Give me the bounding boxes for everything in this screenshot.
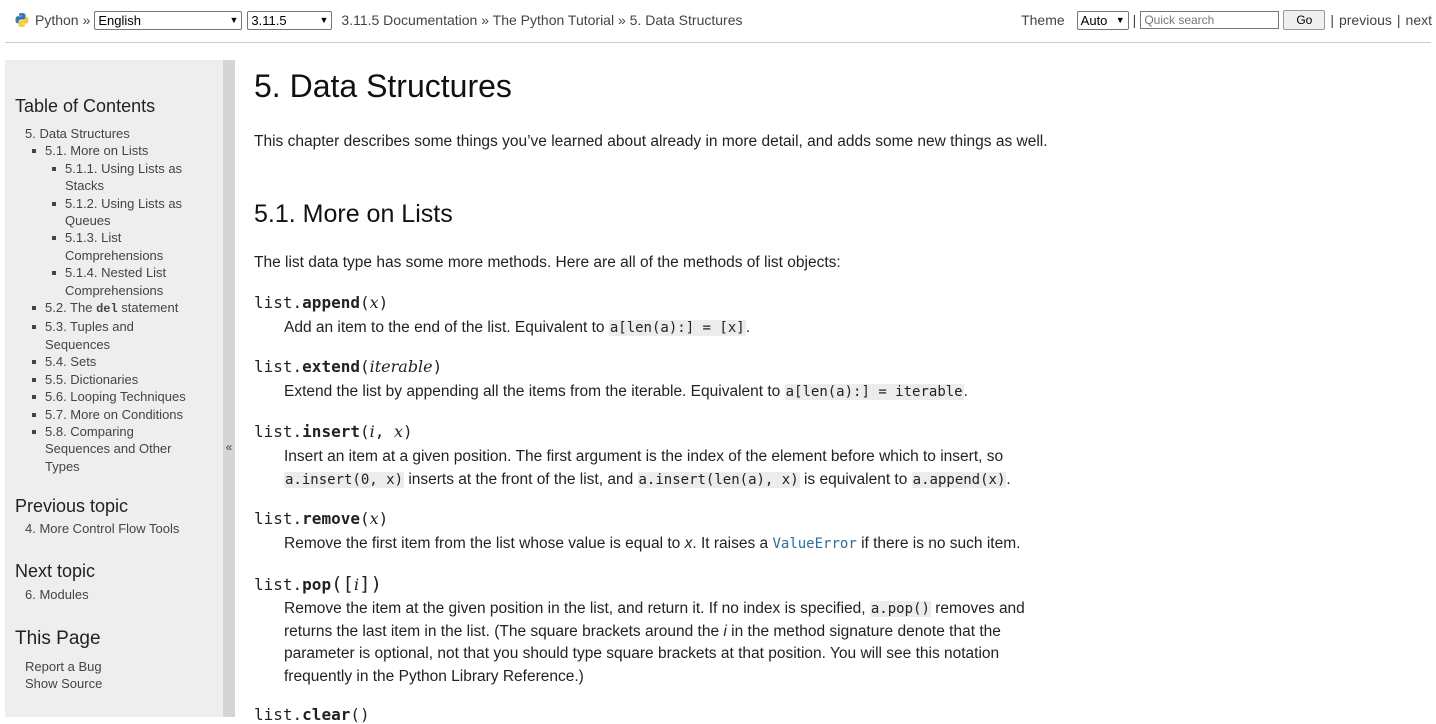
- chevron-down-icon: ▼: [1115, 15, 1125, 25]
- separator-pipe: |: [1132, 12, 1137, 28]
- method-description-remove: Remove the first item from the list whose value is equal to x. It raises a ValueError if there is no such item.: [284, 535, 1021, 552]
- previous-link[interactable]: previous: [1338, 12, 1392, 28]
- theme-select-value: Auto: [1080, 12, 1108, 28]
- method-description-insert: Insert an item at a given position. The first argument is the index of the element before which to insert, so a.insert(0, x) inserts at the front of the list, and a.insert(len(a), x) is equivalent to a.append(x).: [284, 448, 1011, 488]
- valueerror-link[interactable]: ValueError: [772, 536, 857, 552]
- method-description-pop: Remove the item at the given position in the list, and return it. If no index is specified, a.pop() removes and returns the last item in the list. (The square brackets around the i in the method signature denote that the parameter is optional, not that you should type square brackets at that position. You will see this notation frequently in the Python Library Reference.): [284, 600, 1025, 685]
- search-go-button[interactable]: Go: [1283, 10, 1325, 30]
- toc-item-sets[interactable]: 5.4. Sets: [45, 354, 97, 370]
- header-divider: [5, 42, 1431, 43]
- method-signature-insert: list.insert(i, x): [254, 422, 413, 441]
- method-signature-pop: list.pop([i]): [254, 573, 382, 595]
- sidebar: [5, 60, 223, 717]
- theme-label: Theme: [1021, 12, 1065, 28]
- chapter-intro: This chapter describes some things you’ve learned about already in more detail, and adds some new things as well.: [254, 133, 1048, 150]
- chevron-down-icon: ▼: [319, 15, 329, 25]
- chevron-down-icon: ▼: [229, 15, 239, 25]
- section-title: 5.1. More on Lists: [254, 200, 453, 228]
- report-bug-link[interactable]: Report a Bug: [25, 659, 102, 674]
- section-intro: The list data type has some more methods. Here are all of the methods of list objects:: [254, 254, 841, 271]
- theme-select[interactable]: [1077, 11, 1129, 30]
- toc-heading: Table of Contents: [15, 96, 156, 116]
- breadcrumb-separator: »: [617, 12, 626, 28]
- previous-topic-link[interactable]: 4. More Control Flow Tools: [25, 521, 180, 536]
- toc-item-more-on-conditions[interactable]: 5.7. More on Conditions: [45, 406, 184, 422]
- page-title: 5. Data Structures: [254, 68, 512, 104]
- toc-item-lists-as-stacks[interactable]: 5.1.1. Using Lists as Stacks: [65, 160, 183, 194]
- separator-pipe: |: [1396, 12, 1401, 28]
- toc-item-looping-techniques[interactable]: 5.6. Looping Techniques: [45, 389, 186, 405]
- breadcrumb-documentation[interactable]: 3.11.5 Documentation: [341, 12, 478, 28]
- next-link[interactable]: next: [1405, 12, 1432, 28]
- quick-search-placeholder: Quick search: [1144, 13, 1215, 27]
- method-signature-clear: list.clear(): [254, 705, 370, 724]
- toc-item-del-statement[interactable]: 5.2. The del statement: [45, 300, 179, 317]
- top-navigation-bar: [0, 0, 1436, 42]
- version-select-value: 3.11.5: [251, 12, 287, 28]
- toc-item-tuples-and-sequences[interactable]: 5.3. Tuples and Sequences: [45, 319, 134, 352]
- python-home-link[interactable]: Python: [35, 12, 79, 28]
- breadcrumb-data-structures[interactable]: 5. Data Structures: [629, 12, 743, 28]
- breadcrumb: [341, 12, 742, 28]
- method-signature-append: list.append(x): [254, 293, 389, 312]
- breadcrumb-separator: »: [82, 12, 91, 28]
- table-of-contents: [25, 125, 215, 475]
- language-select[interactable]: [94, 11, 242, 30]
- separator-pipe: |: [1330, 12, 1334, 28]
- previous-topic-heading: Previous topic: [15, 496, 129, 516]
- next-topic-heading: Next topic: [15, 561, 96, 581]
- quick-search-input[interactable]: [1140, 11, 1279, 29]
- toc-item-list-comprehensions[interactable]: 5.1.3. List Comprehensions: [65, 230, 164, 263]
- this-page-heading: This Page: [15, 628, 101, 649]
- toc-item-dictionaries[interactable]: 5.5. Dictionaries: [45, 371, 139, 387]
- next-topic-link[interactable]: 6. Modules: [25, 587, 89, 602]
- collapse-chevron-icon: «: [225, 440, 233, 454]
- method-signature-extend: list.extend(iterable): [254, 357, 443, 376]
- sidebar-collapse-button[interactable]: [223, 60, 235, 717]
- breadcrumb-separator: »: [481, 12, 490, 28]
- method-description-extend: Extend the list by appending all the items from the iterable. Equivalent to a[len(a):] = iterable.: [284, 383, 968, 400]
- method-description-append: Add an item to the end of the list. Equivalent to a[len(a):] = [x].: [284, 319, 751, 336]
- toc-item-nested-list-comprehensions[interactable]: 5.1.4. Nested List Comprehensions: [65, 265, 167, 298]
- show-source-link[interactable]: Show Source: [25, 676, 103, 692]
- toc-item-data-structures[interactable]: 5. Data Structures: [25, 126, 130, 141]
- toc-item-more-on-lists[interactable]: 5.1. More on Lists: [45, 143, 149, 159]
- toc-item-lists-as-queues[interactable]: 5.1.2. Using Lists as Queues: [65, 195, 183, 229]
- python-logo-icon: [14, 12, 30, 28]
- breadcrumb-tutorial[interactable]: The Python Tutorial: [492, 12, 615, 28]
- toc-item-comparing-sequences[interactable]: 5.8. Comparing Sequences and Other Types: [45, 423, 172, 474]
- version-select[interactable]: [247, 11, 332, 30]
- method-signature-remove: list.remove(x): [254, 509, 389, 528]
- language-select-value: English: [98, 12, 142, 28]
